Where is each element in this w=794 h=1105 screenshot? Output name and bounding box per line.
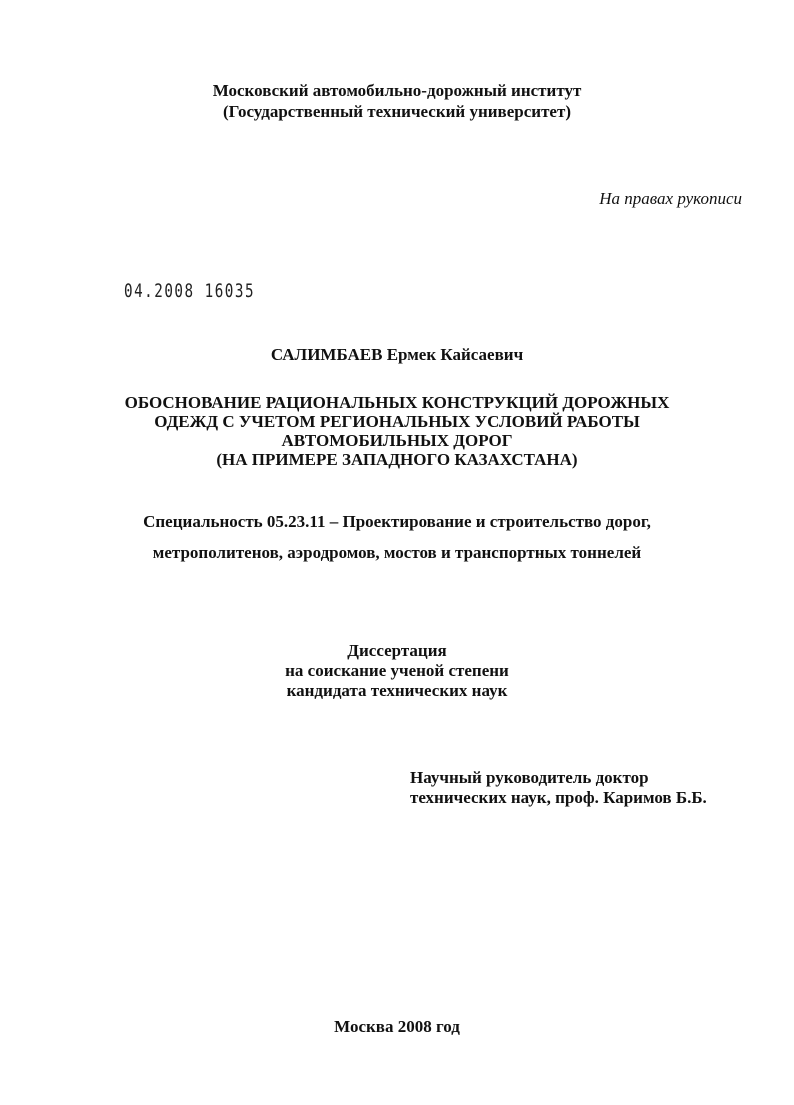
title-line: АВТОМОБИЛЬНЫХ ДОРОГ	[281, 431, 513, 450]
author-name: САЛИМБАЕВ Ермек Кайсаевич	[270, 345, 524, 364]
degree-block	[0, 641, 794, 701]
degree-line: на соискание ученой степени	[285, 661, 509, 680]
title-line: ОБОСНОВАНИЕ РАЦИОНАЛЬНЫХ КОНСТРУКЦИЙ ДОРОЖНЫХ	[124, 393, 670, 412]
title-line: (НА ПРИМЕРЕ ЗАПАДНОГО КАЗАХСТАНА)	[216, 450, 578, 469]
registry-stamp: 04.2008 16035	[124, 280, 256, 302]
supervisor-line: технических наук, проф. Каримов Б.Б.	[410, 788, 707, 807]
specialty-line-2: метрополитенов, аэродромов, мостов и транспортных тоннелей	[152, 543, 642, 562]
title-line: ОДЕЖД С УЧЕТОМ РЕГИОНАЛЬНЫХ УСЛОВИЙ РАБОТЫ	[154, 412, 640, 431]
institution-subtitle: (Государственный технический университет)	[222, 102, 571, 121]
specialty-line-1: Специальность 05.23.11 – Проектирование и строительство дорог,	[143, 512, 651, 531]
supervisor-line: Научный руководитель доктор	[410, 768, 649, 787]
place-year: Москва 2008 год	[334, 1017, 460, 1036]
dissertation-title	[0, 393, 794, 469]
degree-line: Диссертация	[347, 641, 447, 660]
manuscript-note: На правах рукописи	[599, 189, 742, 208]
supervisor-block	[410, 768, 707, 808]
degree-line: кандидата технических наук	[286, 681, 508, 700]
institution-name: Московский автомобильно-дорожный институт	[212, 81, 582, 100]
